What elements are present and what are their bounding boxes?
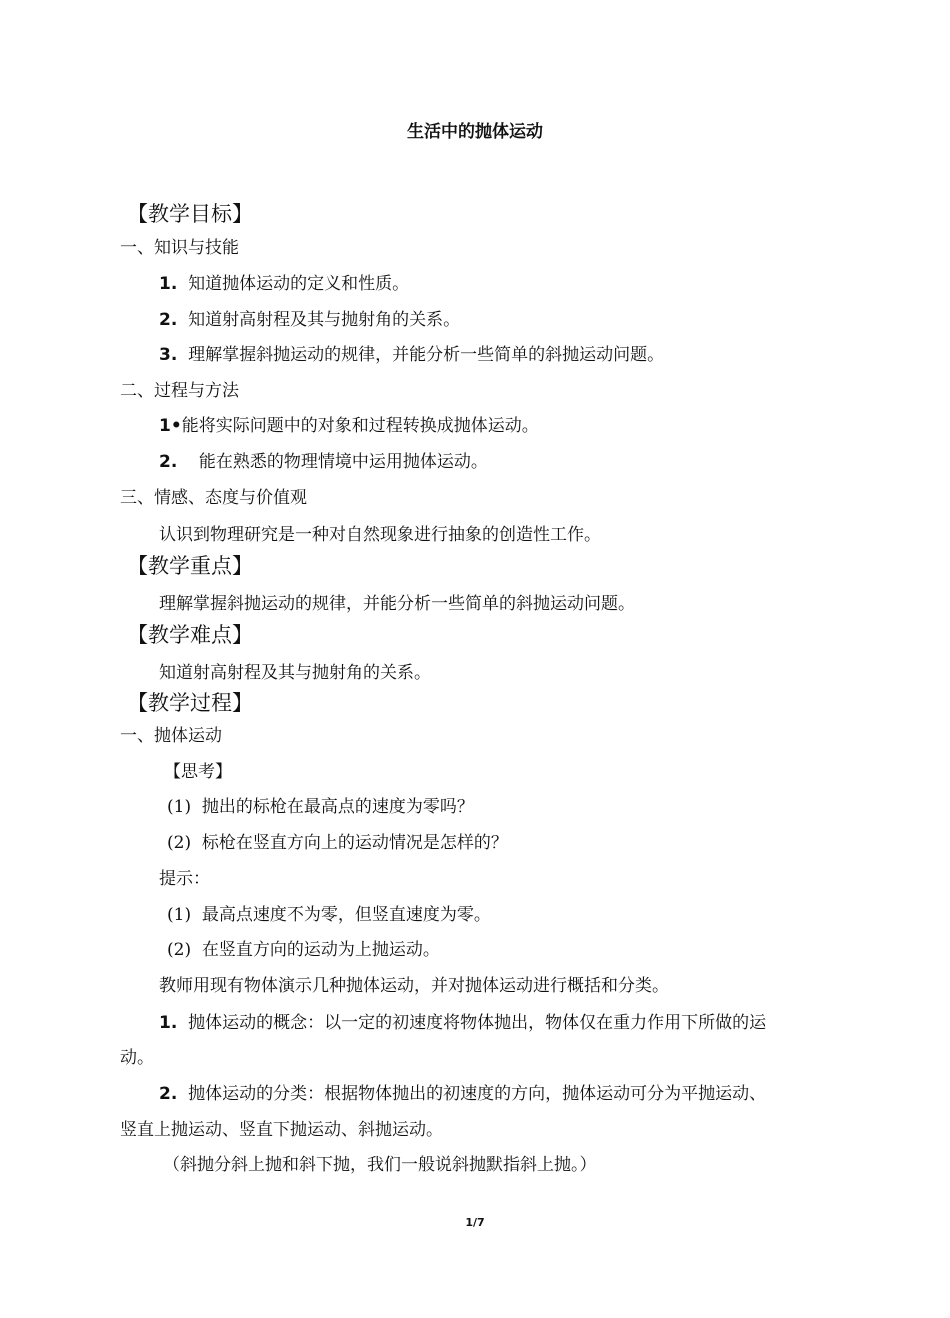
- concept-line-1: [159, 1011, 766, 1035]
- item-text: 在竖直方向的运动为上抛运动。: [201, 940, 440, 960]
- concept-line-2: 动。: [120, 1048, 154, 1068]
- paragraph: 知道射高射程及其与抛射角的关系。: [159, 663, 431, 683]
- hint-label: 提示：: [159, 869, 210, 889]
- subsection-attitude-values: 三、情感、态度与价值观: [120, 488, 307, 508]
- think-label: 【思考】: [164, 762, 232, 782]
- item-number: 3.: [159, 345, 178, 365]
- item-number: 2.: [159, 1084, 178, 1104]
- item-text: 知道抛体运动的定义和性质。: [188, 274, 410, 294]
- section-heading-difficulties: 【教学难点】: [127, 623, 253, 647]
- paragraph: 认识到物理研究是一种对自然现象进行抽象的创造性工作。: [159, 525, 601, 545]
- question-item: [167, 831, 508, 855]
- item-number: 1•: [159, 416, 182, 436]
- subsection-process-methods: 二、过程与方法: [120, 381, 239, 401]
- subsection-knowledge-skills: 一、知识与技能: [120, 238, 239, 258]
- hint-item: [167, 938, 440, 962]
- item-text: 能在熟悉的物理情境中运用抛体运动。: [198, 452, 488, 472]
- classification-line-2: 竖直上抛运动、竖直下抛运动、斜抛运动。: [120, 1120, 443, 1140]
- item-text: 抛出的标枪在最高点的速度为零吗？: [201, 797, 474, 817]
- subsection-projectile-motion: 一、抛体运动: [120, 726, 222, 746]
- note-paragraph: （斜抛分斜上抛和斜下抛，我们一般说斜抛默指斜上抛。）: [163, 1155, 597, 1175]
- item-text: 理解掌握斜抛运动的规律，并能分析一些简单的斜抛运动问题。: [188, 345, 665, 365]
- hint-item: [167, 903, 491, 927]
- list-item: [159, 414, 539, 438]
- item-text: 抛体运动的概念：以一定的初速度将物体抛出，物体仅在重力作用下所做的运: [188, 1013, 767, 1033]
- item-number: 1.: [159, 274, 178, 294]
- list-item: [159, 343, 664, 367]
- item-number: (1): [167, 797, 192, 817]
- paragraph: 教师用现有物体演示几种抛体运动，并对抛体运动进行概括和分类。: [159, 976, 669, 996]
- item-number: 2.: [159, 452, 178, 472]
- paragraph: 理解掌握斜抛运动的规律，并能分析一些简单的斜抛运动问题。: [159, 594, 635, 614]
- classification-line-1: [159, 1082, 766, 1106]
- item-number: (1): [167, 905, 192, 925]
- item-text: 知道射高射程及其与抛射角的关系。: [188, 310, 461, 330]
- page-number: 1/7: [465, 1216, 485, 1229]
- document-title: 生活中的抛体运动: [407, 122, 543, 142]
- item-number: (2): [167, 940, 192, 960]
- section-heading-key-points: 【教学重点】: [127, 554, 253, 578]
- list-item: [159, 272, 409, 296]
- question-item: [167, 795, 474, 819]
- item-number: 2.: [159, 310, 178, 330]
- section-heading-objectives: 【教学目标】: [127, 202, 253, 226]
- list-item: [159, 308, 460, 332]
- item-text: 抛体运动的分类：根据物体抛出的初速度的方向，抛体运动可分为平抛运动、: [188, 1084, 767, 1104]
- item-number: (2): [167, 833, 192, 853]
- item-text: 标枪在竖直方向上的运动情况是怎样的？: [201, 833, 508, 853]
- section-heading-process: 【教学过程】: [127, 691, 253, 715]
- item-number: 1.: [159, 1013, 178, 1033]
- list-item: [159, 450, 488, 474]
- item-text: 能将实际问题中的对象和过程转换成抛体运动。: [181, 416, 539, 436]
- item-text: 最高点速度不为零，但竖直速度为零。: [201, 905, 491, 925]
